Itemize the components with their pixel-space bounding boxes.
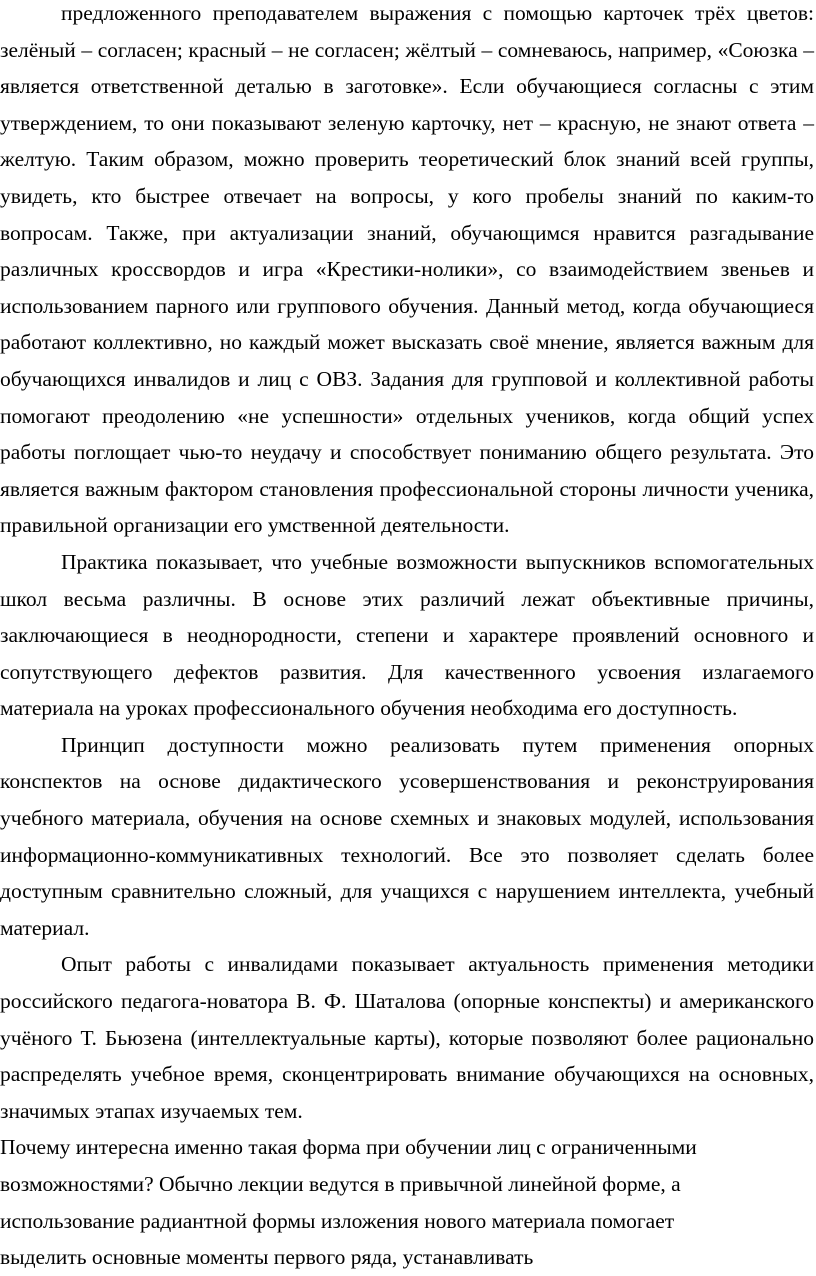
paragraph-card-method: предложенного преподавателем выражения с помощью карточек трёх цветов: зелёный – согласен; красный – не согласен; жёлтый – сомневаюсь, например, «Союзка – является ответственной деталью в заготовке». Если обучающиеся согласны с этим утверждением, то они показывают зеленую карточку, нет – красную, не знают ответа – желтую. Таким образом, можно проверить теоретический блок знаний всей группы, увидеть, кто быстрее отвечает на вопросы, у кого пробелы знаний по каким-то вопросам. Также, при актуализации знаний, обучающимся нравится разгадывание различных кроссвордов и игра «Крестики-нолики», со взаимодействием звеньев и использованием парного или группового обучения. Данный метод, когда обучающиеся работают коллективно, но каждый может высказать своё мнение, является важным для обучающихся инвалидов и лиц с ОВЗ. Задания для групповой и коллективной работы помогают преодолению «не успешности» отдельных учеников, когда общий успех работы поглощает чью-то неудачу и способствует пониманию общего результата. Это является важным фактором становления профессиональной стороны личности ученика, правильной организации его умственной деятельности. (0, 1, 814, 538)
paragraph-closing: Почему интересна именно такая форма при обучении лиц с ограниченными возможностями? Обычно лекции ведутся в привычной линейной форме, а использование радиантной формы изложения нового материала помогает выделить основные моменты первого ряда, устанавливать (0, 1135, 697, 1270)
paragraph-practice: Практика показывает, что учебные возможности выпускников вспомогательных школ весьма различны. В основе этих различий лежат объективные причины, заключающиеся в неоднородности, степени и характере проявлений основного и сопутствующего дефектов развития. Для качественного усвоения излагаемого материала на уроках профессионального обучения необходима его доступность. (0, 549, 814, 721)
paragraph-accessibility-principle: Принцип доступности можно реализовать путем применения опорных конспектов на основе дидактического усовершенствования и реконструирования учебного материала, обучения на основе схемных и знаковых модулей, использования информационно-коммуникативных технологий. Все это позволяет сделать более доступным сравнительно сложный, для учащихся с нарушением интеллекта, учебный материал. (0, 732, 814, 940)
paragraph-experience: Опыт работы с инвалидами показывает актуальность применения методики российского педагога-новатора В. Ф. Шаталова (опорные конспекты) и американского учёного Т. Бьюзена (интеллектуальные карты), которые позволяют более рационально распределять учебное время, сконцентрировать внимание обучающихся на основных, значимых этапах изучаемых тем. (0, 952, 814, 1123)
